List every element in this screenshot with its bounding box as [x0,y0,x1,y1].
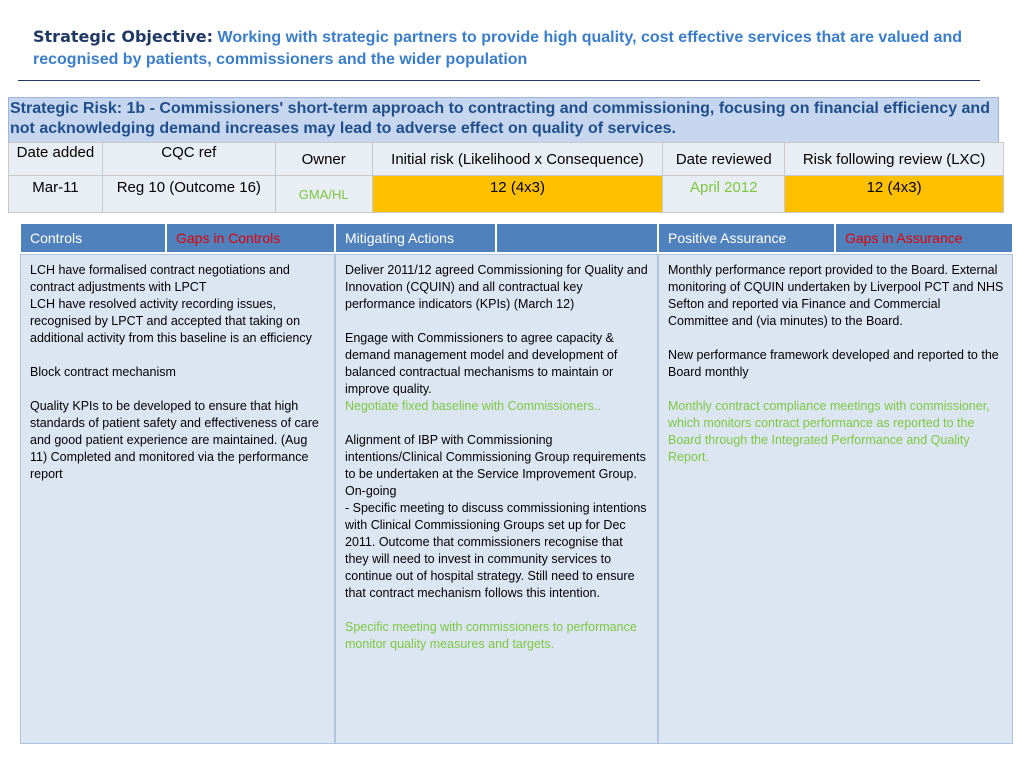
header-risk-following-review: Risk following review (LXC) [785,143,1004,176]
mitigating-text-1: Deliver 2011/12 agreed Commissioning for Quality and Innovation (CQUIN) and all contractual key performance indicators (KPIs) (March 12) [345,263,648,311]
value-date-added: Mar-11 [9,176,103,213]
objective-label: Strategic Objective: [33,27,214,46]
header-controls: Controls [20,223,166,253]
risk-info-value-row [9,176,1004,213]
risk-info-table [8,142,1004,213]
header-gaps-in-controls: Gaps in Controls [166,223,335,253]
header-cqc-ref: CQC ref [102,143,275,176]
strategic-objective [33,26,983,71]
value-owner: GMA/HL [275,176,372,213]
value-date-reviewed: April 2012 [663,176,785,213]
controls-text-2: Block contract mechanism [30,365,176,379]
controls-column [20,254,335,744]
header-owner: Owner [275,143,372,176]
header-mitigating-actions: Mitigating Actions [335,223,496,253]
header-date-reviewed: Date reviewed [663,143,785,176]
mitigating-text-2: Engage with Commissioners to agree capacity & demand management model and development of balanced contractual mechanisms to maintain or improve quality. [345,331,618,396]
controls-assurance-grid [20,223,1013,744]
controls-text-3: Quality KPIs to be developed to ensure that high standards of patient safety and effectiveness of care and good patient experience are maintained. (Aug 11) Completed and monitored via the performance report [30,399,319,481]
value-risk-following-review: 12 (4x3) [785,176,1004,213]
mitigating-actions-column [335,254,658,744]
header-gaps-in-assurance: Gaps in Assurance [835,223,1013,253]
mitigating-text-2-green: Negotiate fixed baseline with Commissioners.. [345,399,601,413]
assurance-text-3-green: Monthly contract compliance meetings with commissioner, which monitors contract performance as reported to the Board through the Integrated Performance and Quality Report. [668,399,990,464]
header-positive-assurance: Positive Assurance [658,223,835,253]
objective-text: Working with strategic partners to provide high quality, cost effective services that are valued and recognised by patients, commissioners and the wider population [33,29,962,68]
header-blank [496,223,658,253]
positive-assurance-column [658,254,1013,744]
header-date-added: Date added [9,143,103,176]
value-initial-risk: 12 (4x3) [372,176,663,213]
strategic-risk-banner: Strategic Risk: 1b - Commissioners' short-term approach to contracting and commissioning, focusing on financial efficiency and not acknowledging demand increases may lead to adverse effect on quality of services. [8,97,999,143]
mitigating-text-4-green: Specific meeting with commissioners to performance monitor quality measures and targets. [345,620,637,651]
value-cqc-ref: Reg 10 (Outcome 16) [102,176,275,213]
header-initial-risk: Initial risk (Likelihood x Consequence) [372,143,663,176]
assurance-text-2: New performance framework developed and reported to the Board monthly [668,348,999,379]
assurance-text-1: Monthly performance report provided to the Board. External monitoring of CQUIN undertaken by Liverpool PCT and NHS Sefton and reported via Finance and Commercial Committee and (via minutes) to the Board. [668,263,1004,328]
mitigating-text-3: Alignment of IBP with Commissioning intentions/Clinical Commissioning Group requirements to be undertaken at the Service Improvement Group. On-going - Specific meeting to discuss commissioning intentions with Clinical Commissioning Groups set up for Dec 2011. Outcome that commissioners recognise that they will need to invest in community services to continue out of hospital strategy. Still need to ensure that contract mechanism follows this intention. [345,433,647,600]
controls-text-1: LCH have formalised contract negotiations and contract adjustments with LPCT LCH have resolved activity recording issues, recognised by LPCT and accepted that taking on additional activity from this baseline is an efficiency [30,263,312,345]
risk-info-header-row [9,143,1004,176]
divider [18,80,980,81]
